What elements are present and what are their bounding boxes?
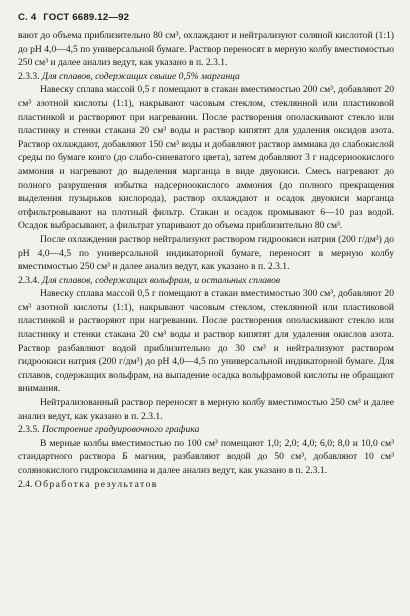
section-title: Построение градуировочного графика: [42, 424, 200, 436]
section-number: 2.4.: [18, 478, 33, 490]
page-header: [18, 12, 394, 23]
section-heading-2-3-4: [18, 274, 394, 288]
standard-code: ГОСТ 6689.12—92: [43, 12, 130, 23]
section-heading-2-4: [18, 478, 394, 492]
intro-paragraph: вают до объема приблизительно 80 см³, охлаждают и нейтрализуют соляной кислотой (1:1) до pH 4,0—4,5 по универсальной бумаге. Раствор переносят в мерную колбу вместимостью 250 см³ и далее анализ ведут, как указано в п. 2.3.1.: [18, 30, 394, 69]
paragraph: Навеску сплава массой 0,5 г помещают в стакан вместимостью 300 см³, добавляют 20 см³ азотной кислоты (1:1), накрывают часовым стеклом, стеклянной или пластиковой пластинкой и растворяют при нагревании. После растворения ополаскивают стекло или пластинку и стенки стакана 20 см³ воды и раствор кипятят для удаления окислов азота. Раствор разбавляют водой приблизительно до 30 см³ и нейтрализуют раствором гидроокиси натрия (200 г/дм³) до pH 4,0—4,5 по универсальной индикаторной бумаге. Для сплавов, содержащих вольфрам, на выпадение осадка вольфрамовой кислоты не обращают внимания.: [18, 288, 394, 395]
section-heading-2-3-3: [18, 70, 394, 84]
section-number: 2.3.4.: [18, 274, 40, 286]
section-heading-2-3-5: [18, 423, 394, 437]
page-number: С. 4: [18, 12, 37, 23]
section-title: Для сплавов, содержащих свыше 0,5% марганца: [42, 70, 240, 82]
section-number: 2.3.3.: [18, 70, 40, 82]
section-title: Для сплавов, содержащих вольфрам, и остальных сплавов: [42, 274, 281, 286]
paragraph: Навеску сплава массой 0,5 г помещают в стакан вместимостью 200 см³, добавляют 20 см³ азотной кислоты (1:1), накрывают часовым стеклом, стеклянной или пластиковой пластинкой и растворяют при нагревании. После растворения ополаскивают стекло или пластинку и стенки стакана 20 см³ воды и раствор кипятят для удаления оксидов азота. Раствор охлаждают, добавляют 150 см³ воды и добавляют раствор аммиака до слабокислой среды по бумаге конго (до слабо-синеватого цвета), затем добавляют 3 г надсерноокислого аммония и нагревают до выделения марганца в виде двуокиси. Смесь нагревают до полного разрушения избытка надсерноокислого аммония (до полного прекращения выделения пузырьков кислорода), раствор охлаждают и осадок двуокиси марганца отфильтровывают на плотный фильтр. Стакан и осадок промывают 6—10 раз водой. Осадок выбрасывают, а фильтрат упаривают до объема приблизительно 80 см³.: [18, 84, 394, 232]
paragraph: Нейтрализованный раствор переносят в мерную колбу вместимостью 250 см³ и далее анализ ведут, как указано в п. 2.3.1.: [18, 397, 394, 422]
section-title: Обработка результатов: [34, 478, 158, 490]
section-number: 2.3.5.: [18, 424, 40, 436]
paragraph: В мерные колбы вместимостью по 100 см³ помещают 1,0; 2,0; 4,0; 6,0; 8,0 и 10,0 см³ стандартного раствора Б магния, разбавляют водой до 50 см³, добавляют 10 см³ солянокислого гидроксиламина и далее анализ ведут, как указано в п. 2.3.1.: [18, 437, 394, 476]
paragraph: После охлаждения раствор нейтрализуют раствором гидроокиси натрия (200 г/дм³) до pH 4,0—4,5 по универсальной индикаторной бумаге, переносят в мерную колбу вместимостью 250 см³ и далее анализ ведут, как указано в п. 2.3.1.: [18, 233, 394, 273]
document-body: [18, 29, 394, 491]
